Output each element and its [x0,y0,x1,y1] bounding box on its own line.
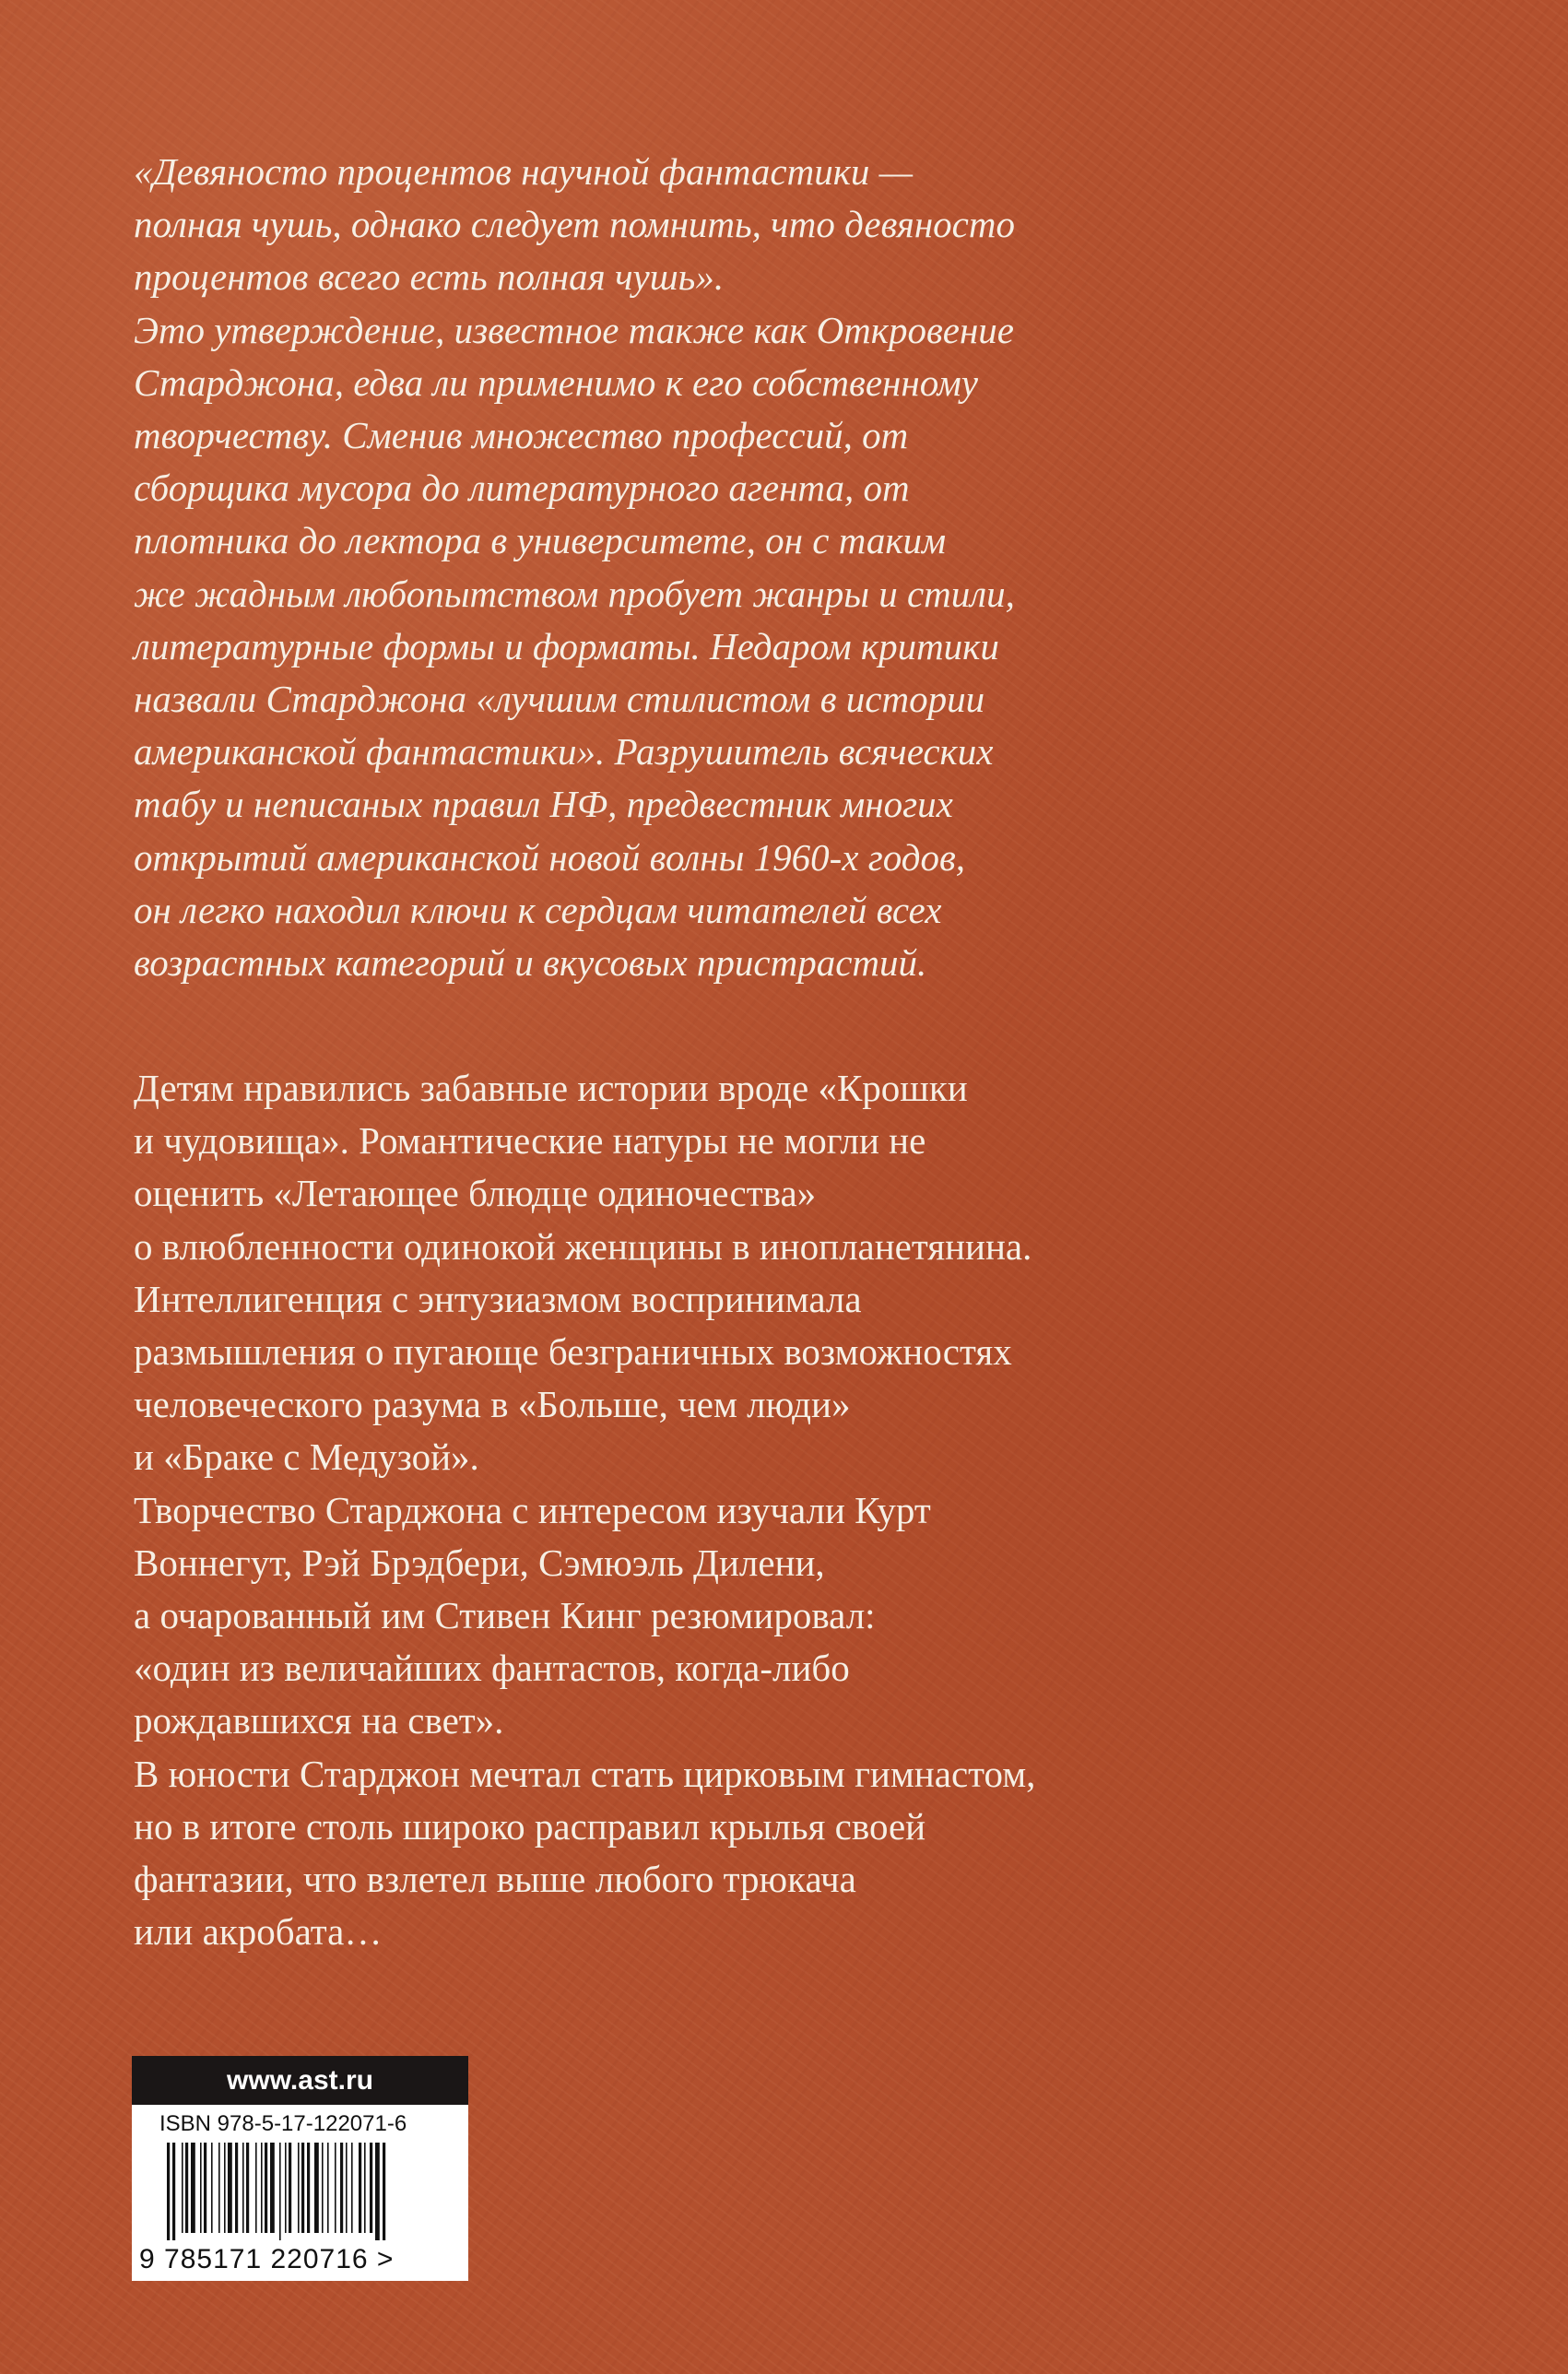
isbn-label: ISBN 978-5-17-122071-6 [159,2111,407,2136]
body-line: фантазии, что взлетел выше любого трюкача [134,1858,856,1901]
body-line: Воннегут, Рэй Брэдбери, Сэмюэль Дилени, [134,1541,825,1584]
body-line: и «Браке с Медузой». [134,1435,479,1479]
body-line: и чудовища». Романтические натуры не могли не [134,1119,926,1163]
body-line: а очарованный им Стивен Кинг резюмировал: [134,1594,876,1637]
intro-line: сборщика мусора до литературного агента, от [134,467,910,510]
intro-line: полная чушь, однако следует помнить, что девяносто [134,203,1015,246]
intro-line: табу и неписаных правил НФ, предвестник многих [134,783,953,826]
body-line: рождавшихся на свет». [134,1699,504,1742]
body-line: Интеллигенция с энтузиазмом воспринимала [134,1277,862,1320]
body-line: оценить «Летающее блюдце одиночества» [134,1172,817,1215]
body-line: Детям нравились забавные истории вроде «Крошки [134,1067,968,1109]
barcode-bars [165,2143,442,2240]
body-line: размышления о пугающе безграничных возможностях [134,1330,1012,1374]
body-line: или акробата… [134,1910,383,1954]
intro-line: творчеству. Сменив множество профессий, от [134,414,909,457]
intro-line: назвали Старджона «лучшим стилистом в истории [134,678,985,721]
intro-paragraph [134,146,1443,989]
body-paragraph [134,1062,1443,1958]
intro-line: литературные формы и форматы. Недаром критики [134,624,999,667]
intro-line: же жадным любопытством пробует жанры и стили, [134,572,1015,615]
intro-line: Это утверждение, известное также как Откровение [134,308,1014,351]
barcode-block [132,2056,468,2281]
intro-line: «Девяносто процентов научной фантастики — [134,150,914,193]
intro-line: американской фантастики». Разрушитель всяческих [134,730,994,774]
intro-line: процентов всего есть полная чушь». [134,255,725,299]
intro-line: Старджона, едва ли применимо к его собственному [134,360,978,404]
intro-line: возрастных категорий и вкусовых пристрастий. [134,941,927,985]
body-line: но в итоге столь широко расправил крылья своей [134,1804,926,1848]
body-line: о влюбленности одинокой женщины в инопланетянина. [134,1224,1032,1268]
body-line: человеческого разума в «Больше, чем люди» [134,1383,851,1426]
body-line: В юности Старджон мечтал стать цирковым гимнастом, [134,1752,1036,1795]
body-line: «один из величайших фантастов, когда-либо [134,1647,850,1690]
intro-line: открытий американской новой волны 1960-х годов, [134,835,965,879]
body-line: Творчество Старджона с интересом изучали Курт [134,1488,931,1531]
publisher-url: www.ast.ru [132,2056,468,2105]
intro-line: плотника до лектора в университете, он с таким [134,519,947,562]
barcode-digits: 9 785171 220716 > [139,2244,395,2274]
intro-line: он легко находил ключи к сердцам читателей всех [134,888,942,931]
